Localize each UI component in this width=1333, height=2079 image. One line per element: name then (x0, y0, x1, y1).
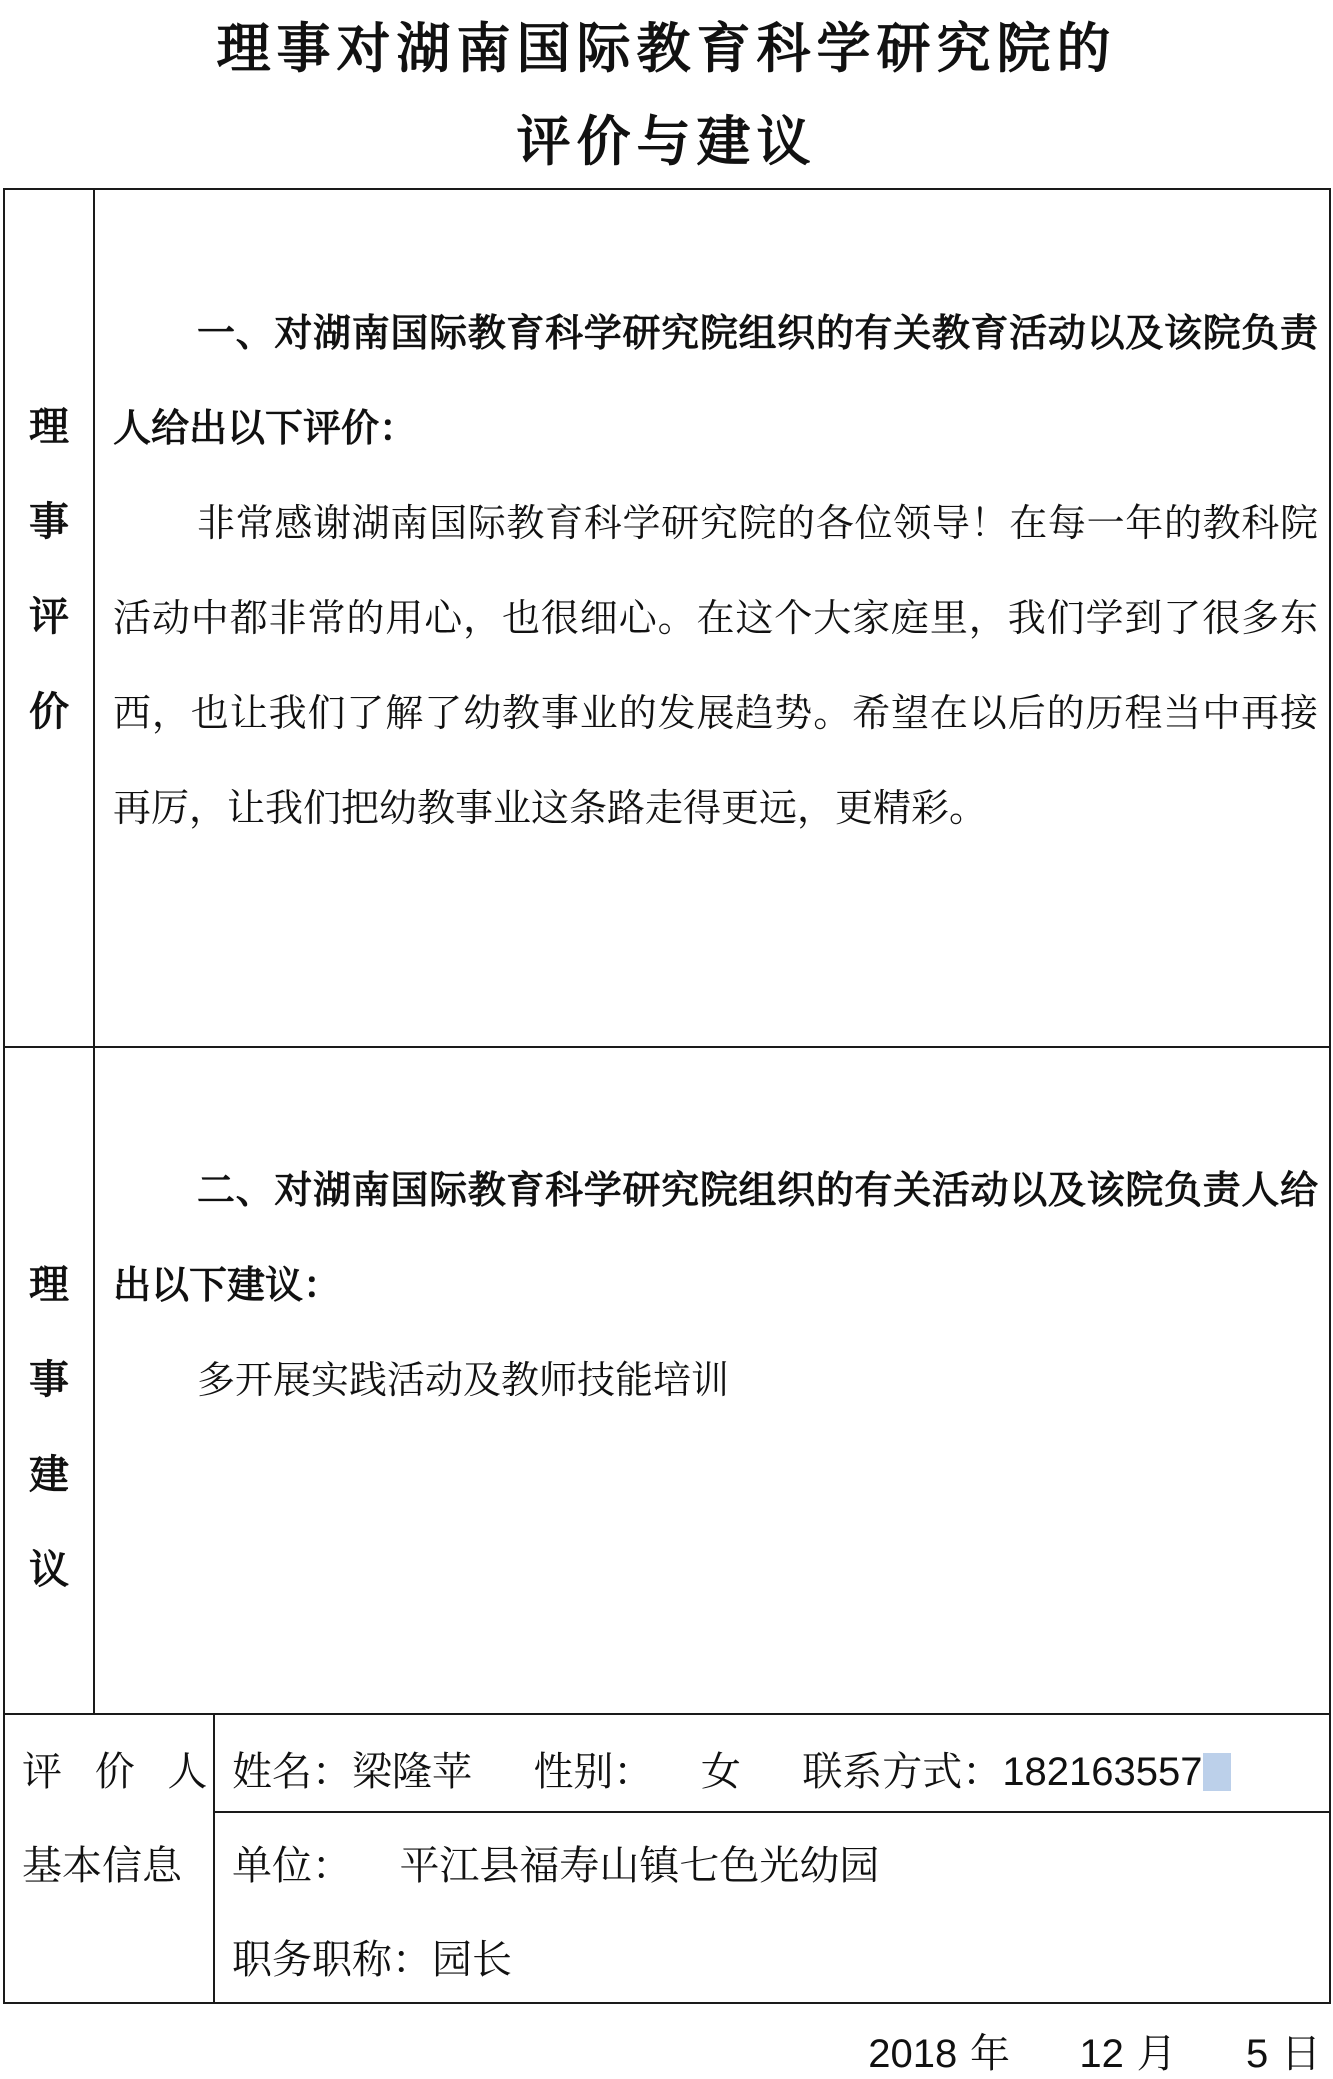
row-divider-1 (3, 1046, 1331, 1048)
name-label: 姓名： (232, 1749, 352, 1795)
evaluator-unit: 平江县福寿山镇七色光幼园 (399, 1843, 880, 1889)
evaluation-body: 非常感谢湖南国际教育科学研究院的各位领导！在每一年的教科院活动中都非常的用心，也很细心。在这个大家庭里，我们学到了很多东西，也让我们了解了幼教事业的发展趋势。希望在以后的历程当中再接再厉，让我们把幼教事业这条路走得更远，更精彩。 (113, 501, 1318, 830)
evaluation-label-char: 价 (29, 689, 69, 735)
suggestion-label-char: 建 (29, 1452, 69, 1498)
suggestion-label-char: 议 (29, 1547, 69, 1593)
row-divider-2 (3, 1713, 1331, 1715)
evaluator-label-line-2: 基本信息 (22, 1843, 182, 1889)
date-month: 12 (1079, 2032, 1124, 2076)
info-row-divider (213, 1811, 1331, 1813)
table-top-border (3, 188, 1331, 190)
evaluator-name: 梁隆苹 (352, 1749, 472, 1795)
suggestion-heading: 二、对湖南国际教育科学研究院组织的有关活动以及该院负责人给出以下建议： (113, 1168, 1318, 1307)
suggestion-label-char: 理 (29, 1262, 69, 1308)
unit-label: 单位： (232, 1843, 352, 1889)
evaluation-label-char: 评 (29, 594, 69, 640)
suggestion-label-char: 事 (29, 1357, 69, 1403)
date-year: 2018 (868, 2032, 958, 2076)
evaluation-heading: 一、对湖南国际教育科学研究院组织的有关教育活动以及该院负责人给出以下评价： (113, 311, 1318, 450)
evaluator-name-row (232, 1740, 1231, 1797)
evaluator-position-row (232, 1928, 512, 1985)
evaluator-label-line-1: 评 价 人 (22, 1749, 218, 1795)
evaluation-label-char: 理 (29, 404, 69, 450)
evaluation-label-char: 事 (29, 499, 69, 545)
suggestion-side-label (4, 1238, 94, 1618)
gender-label: 性别： (533, 1749, 654, 1795)
table-right-border (1329, 188, 1331, 2004)
document-date (868, 2022, 1321, 2079)
evaluator-position: 园长 (432, 1937, 512, 1983)
contact-label: 联系方式： (802, 1749, 1003, 1795)
position-label: 职务职称： (232, 1937, 432, 1983)
evaluator-gender: 女 (700, 1749, 741, 1795)
evaluator-unit-row (232, 1834, 879, 1891)
date-month-unit: 月 (1136, 2031, 1177, 2077)
redaction-mark (1203, 1753, 1231, 1791)
evaluator-contact: 182163557 (1002, 1750, 1203, 1794)
evaluation-side-label (4, 380, 94, 760)
document-title-line-2: 评价与建议 (516, 110, 817, 173)
date-year-unit: 年 (969, 2031, 1010, 2077)
date-day: 5 (1246, 2032, 1269, 2076)
table-bottom-border (3, 2002, 1331, 2004)
date-day-unit: 日 (1281, 2031, 1321, 2077)
suggestion-body: 多开展实践活动及教师技能培训 (197, 1358, 730, 1402)
document-title-line-1: 理事对湖南国际教育科学研究院的 (216, 17, 1117, 80)
